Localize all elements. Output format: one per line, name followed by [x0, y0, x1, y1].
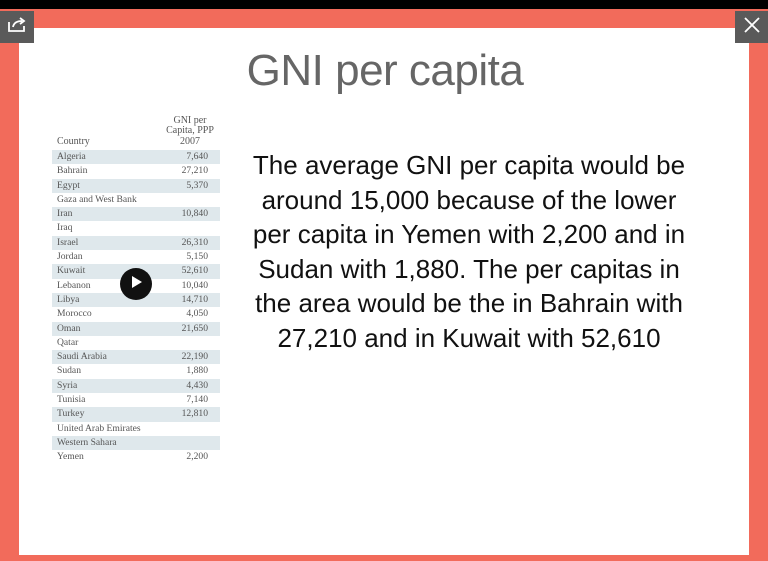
table-row	[52, 236, 220, 250]
gni-cell: 10,840	[181, 208, 208, 220]
column-header-country: Country	[57, 136, 90, 147]
close-icon	[744, 17, 760, 38]
gni-cell: 5,370	[186, 179, 208, 191]
top-bar	[0, 0, 768, 9]
gni-cell: 1,880	[186, 365, 208, 377]
column-header-gni-line: Capita, PPP	[166, 125, 214, 136]
table-row	[52, 179, 220, 193]
table-row	[52, 350, 220, 364]
table-row	[52, 436, 220, 450]
table-row	[52, 207, 220, 221]
country-cell: Iraq	[57, 222, 73, 234]
gni-cell: 21,650	[181, 322, 208, 334]
slide-title: GNI per capita	[246, 46, 524, 95]
gni-cell: 26,310	[181, 236, 208, 248]
share-button[interactable]	[0, 11, 34, 43]
country-cell: Syria	[57, 379, 78, 391]
gni-cell: 7,640	[186, 151, 208, 162]
country-cell: Algeria	[57, 151, 86, 162]
gni-cell: 4,050	[186, 308, 208, 320]
table-header	[52, 106, 220, 147]
gni-cell: 22,190	[181, 351, 208, 363]
gni-cell: 27,210	[181, 165, 208, 177]
country-cell: Egypt	[57, 179, 80, 191]
country-cell: Sudan	[57, 365, 81, 377]
country-cell: Kuwait	[57, 265, 86, 277]
table-row	[52, 450, 220, 464]
column-header-gni	[160, 116, 220, 148]
table-row	[52, 379, 220, 393]
table-row	[52, 322, 220, 336]
table-row	[52, 422, 220, 436]
column-header-gni-line: GNI per	[173, 114, 207, 126]
table-row	[52, 164, 220, 178]
table-body	[52, 150, 220, 465]
table-row	[52, 407, 220, 421]
play-icon	[129, 275, 143, 294]
gni-cell: 10,040	[181, 279, 208, 291]
table-row	[52, 336, 220, 350]
country-cell: Lebanon	[57, 279, 91, 291]
country-cell: Western Sahara	[57, 436, 117, 448]
gni-cell: 4,430	[186, 379, 208, 391]
gni-cell: 5,150	[186, 251, 208, 263]
gni-cell: 52,610	[181, 265, 208, 277]
table-row	[52, 150, 220, 164]
country-cell: Turkey	[57, 408, 85, 420]
country-cell: Qatar	[57, 336, 79, 348]
country-cell: Saudi Arabia	[57, 351, 107, 363]
country-cell: Israel	[57, 236, 79, 248]
share-icon	[7, 17, 27, 38]
table-row	[52, 221, 220, 235]
column-header-gni-line: 2007	[180, 135, 200, 147]
gni-cell: 14,710	[181, 293, 208, 305]
country-cell: Oman	[57, 322, 81, 334]
gni-cell: 7,140	[186, 394, 208, 406]
table-row	[52, 364, 220, 378]
gni-cell: 12,810	[181, 408, 208, 420]
close-button[interactable]	[735, 11, 768, 43]
country-cell: Gaza and West Bank	[57, 193, 137, 205]
table-row	[52, 307, 220, 321]
gni-cell: 2,200	[186, 451, 208, 463]
country-cell: Bahrain	[57, 165, 88, 177]
slide-body-text: The average GNI per capita would be around 15,000 because of the lower per capita in Yemen with 2,200 and in Sudan with 1,880. The per capitas in the area would be the in Bahrain with 27,210 and in Kuwait with 52,610	[252, 150, 686, 353]
country-cell: Tunisia	[57, 394, 86, 406]
play-button[interactable]	[120, 268, 152, 300]
country-cell: Yemen	[57, 451, 84, 463]
table-row	[52, 193, 220, 207]
country-cell: Morocco	[57, 308, 92, 320]
country-cell: Libya	[57, 293, 80, 305]
country-cell: Iran	[57, 208, 73, 220]
table-row	[52, 250, 220, 264]
country-cell: United Arab Emirates	[57, 422, 141, 434]
country-cell: Jordan	[57, 251, 83, 263]
table-row	[52, 393, 220, 407]
